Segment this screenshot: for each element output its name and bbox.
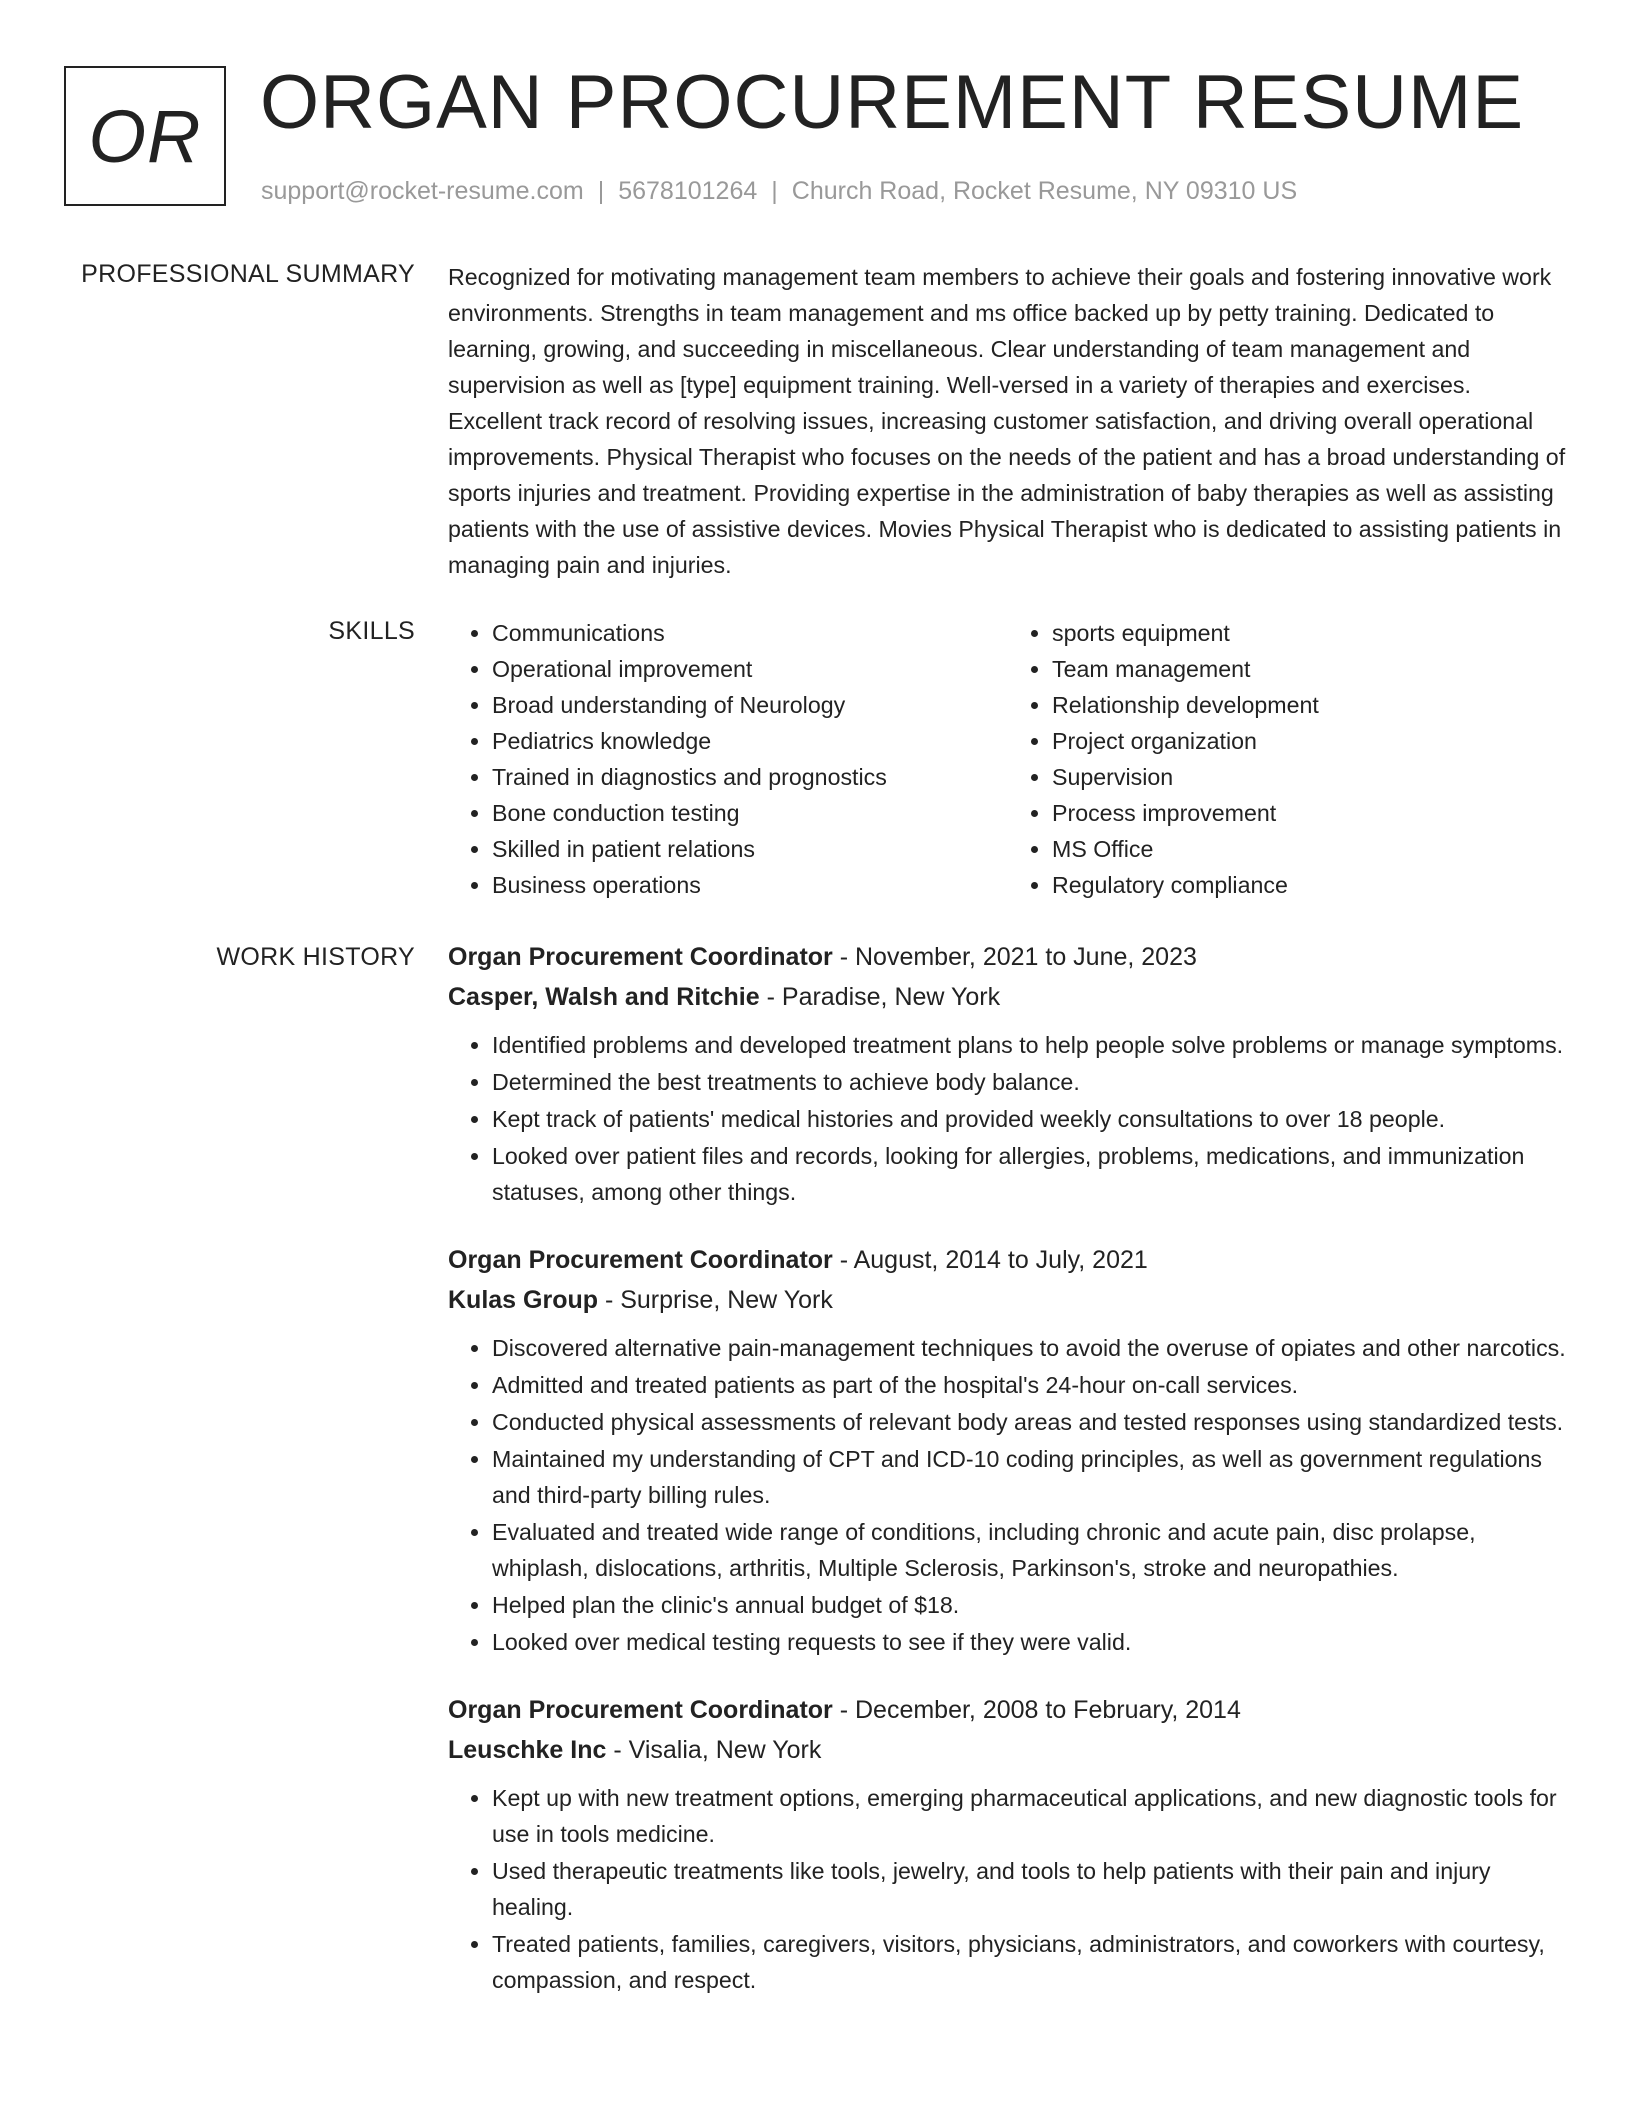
job-title: Organ Procurement Coordinator	[448, 1246, 833, 1274]
job-bullet: • Identified problems and developed treatment plans to help people solve problems or manage symptoms.	[492, 1027, 1568, 1063]
job-company-line	[448, 1730, 1568, 1770]
job-entry	[448, 937, 1568, 1210]
contact-phone[interactable]: 5678101264	[618, 177, 758, 205]
skills-list-right	[1008, 615, 1568, 903]
job-location: - Surprise, New York	[598, 1286, 833, 1314]
job-entry	[448, 1240, 1568, 1660]
skills-list-left	[448, 615, 1008, 903]
skill-item: • Business operations	[492, 867, 1008, 903]
skills-heading: SKILLS	[328, 617, 415, 645]
summary-text: Recognized for motivating management team members to achieve their goals and fostering innovative work environments. Strengths in team management and ms office backed up by petty training. Dedicated to learning, growing, and succeeding in miscellaneous. Clear understanding of team management and supervision as well as [type] equipment training. Well-versed in a variety of therapies and exercises. Excellent track record of resolving issues, increasing customer satisfaction, and driving overall operational improvements. Physical Therapist who focuses on the needs of the patient and has a broad understanding of sports injuries and treatment. Providing expertise in the administration of baby therapies as well as assisting patients with the use of assistive devices. Movies Physical Therapist who is dedicated to assisting patients in managing pain and injuries.	[448, 264, 1566, 578]
job-bullet: • Looked over medical testing requests to see if they were valid.	[492, 1624, 1568, 1660]
job-bullet: • Kept track of patients' medical histories and provided weekly consultations to over 18 people.	[492, 1101, 1568, 1137]
job-title-line	[448, 1690, 1568, 1730]
job-bullet: • Conducted physical assessments of relevant body areas and tested responses using standardized tests.	[492, 1404, 1568, 1440]
skill-item: • Regulatory compliance	[1052, 867, 1568, 903]
job-bullet: • Determined the best treatments to achieve body balance.	[492, 1064, 1568, 1100]
skill-item: • Relationship development	[1052, 687, 1568, 723]
job-bullet: • Used therapeutic treatments like tools, jewelry, and tools to help patients with their pain and injury healing.	[492, 1853, 1568, 1925]
skill-item: • Project organization	[1052, 723, 1568, 759]
job-dates: - August, 2014 to July, 2021	[832, 1246, 1148, 1274]
skill-item: • Communications	[492, 615, 1008, 651]
job-bullet: • Evaluated and treated wide range of conditions, including chronic and acute pain, disc prolapse, whiplash, dislocations, arthritis, Multiple Sclerosis, Parkinson's, stroke and neuropathies.	[492, 1514, 1568, 1586]
summary-section	[448, 259, 1568, 583]
monogram-logo: OR	[64, 66, 226, 206]
skill-item: • Pediatrics knowledge	[492, 723, 1008, 759]
job-company-line	[448, 1280, 1568, 1320]
job-location: - Paradise, New York	[759, 983, 1001, 1011]
contact-address: Church Road, Rocket Resume, NY 09310 US	[791, 177, 1298, 205]
job-location: - Visalia, New York	[606, 1736, 822, 1764]
skill-item: • Supervision	[1052, 759, 1568, 795]
job-company-line	[448, 977, 1568, 1017]
job-dates: - November, 2021 to June, 2023	[832, 943, 1197, 971]
job-bullet: • Looked over patient files and records, looking for allergies, problems, medications, and immunization statuses, among other things.	[492, 1138, 1568, 1210]
contact-email[interactable]: support@rocket-resume.com	[261, 177, 584, 205]
job-bullets	[448, 1027, 1568, 1210]
skills-columns	[448, 615, 1568, 903]
work-history-heading: WORK HISTORY	[216, 943, 415, 971]
skills-section	[448, 615, 1568, 903]
work-history-section	[448, 937, 1568, 2028]
skill-item: • Broad understanding of Neurology	[492, 687, 1008, 723]
summary-heading: PROFESSIONAL SUMMARY	[81, 260, 415, 288]
contact-separator: |	[597, 177, 605, 205]
skill-item: • Bone conduction testing	[492, 795, 1008, 831]
skill-item: • Operational improvement	[492, 651, 1008, 687]
contact-line	[261, 174, 1297, 208]
job-company: Leuschke Inc	[448, 1736, 607, 1764]
job-bullet: • Discovered alternative pain-management techniques to avoid the overuse of opiates and other narcotics.	[492, 1330, 1568, 1366]
job-dates: - December, 2008 to February, 2014	[832, 1696, 1241, 1724]
job-bullet: • Maintained my understanding of CPT and ICD-10 coding principles, as well as government regulations and third-party billing rules.	[492, 1441, 1568, 1513]
job-title: Organ Procurement Coordinator	[448, 1696, 833, 1724]
job-bullet: • Admitted and treated patients as part of the hospital's 24-hour on-call services.	[492, 1367, 1568, 1403]
job-bullet: • Helped plan the clinic's annual budget of $18.	[492, 1587, 1568, 1623]
job-bullets	[448, 1780, 1568, 1998]
skill-item: • Trained in diagnostics and prognostics	[492, 759, 1008, 795]
skill-item: • sports equipment	[1052, 615, 1568, 651]
job-bullet: • Treated patients, families, caregivers, visitors, physicians, administrators, and coworkers with courtesy, compassion, and respect.	[492, 1926, 1568, 1998]
skill-item: • Team management	[1052, 651, 1568, 687]
job-company: Kulas Group	[448, 1286, 599, 1314]
job-title-line	[448, 1240, 1568, 1280]
job-bullet: • Kept up with new treatment options, emerging pharmaceutical applications, and new diagnostic tools for use in tools medicine.	[492, 1780, 1568, 1852]
page-title: ORGAN PROCUREMENT RESUME	[260, 60, 1525, 145]
skill-item: • MS Office	[1052, 831, 1568, 867]
job-bullets	[448, 1330, 1568, 1660]
skill-item: • Process improvement	[1052, 795, 1568, 831]
job-company: Casper, Walsh and Ritchie	[448, 983, 760, 1011]
job-title-line	[448, 937, 1568, 977]
job-title: Organ Procurement Coordinator	[448, 943, 833, 971]
contact-separator: |	[771, 177, 778, 205]
job-entry	[448, 1690, 1568, 1998]
skill-item: • Skilled in patient relations	[492, 831, 1008, 867]
